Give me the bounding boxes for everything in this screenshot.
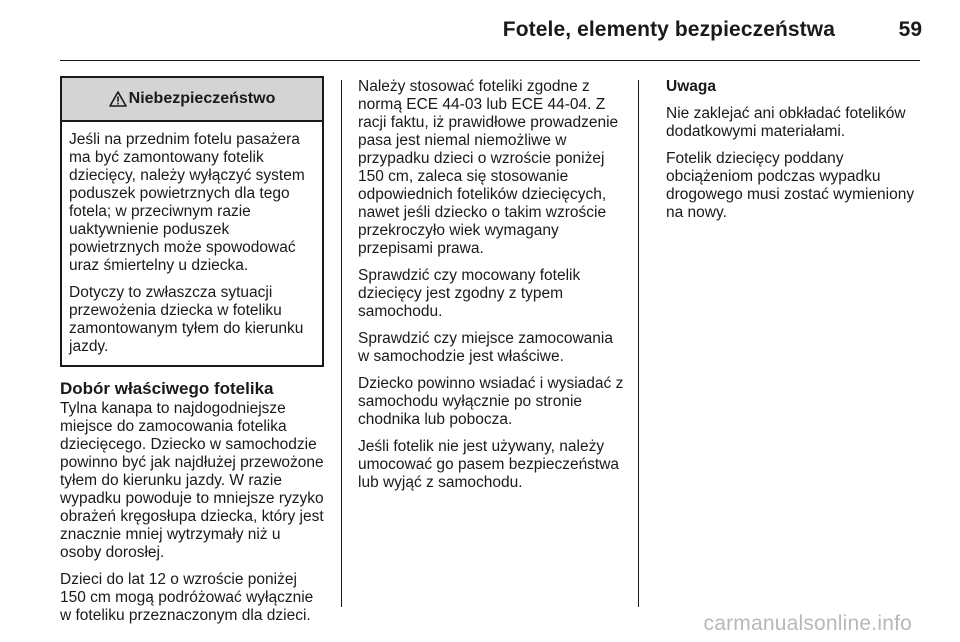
warning-body [62,122,322,356]
warning-triangle-icon [109,91,127,107]
note-paragraph: Fotelik dziecięcy poddany obciążeniom podczas wypadku drogowego musi zostać wymieniony na nowy. [666,150,915,221]
body-paragraph: Sprawdzić czy miejsce zamocowania w samochodzie jest właściwe. [358,330,613,365]
column-left [60,76,324,634]
column-right [666,78,931,231]
header-rule [60,60,920,61]
column-divider [638,80,639,607]
note-label: Uwaga [666,78,716,95]
note-paragraph: Nie zaklejać ani obkładać fotelików dodatkowymi materiałami. [666,105,906,140]
body-paragraph: Tylna kanapa to najdogodniejsze miejsce do zamocowania fotelika dziecięcego. Dziecko w samochodzie powinno być jak najdłużej przewożone tyłem do kierunku jazdy. W razie wypadku powoduje to mniejsze ryzyko obrażeń kręgosłupa dziecka, który jest znacznie mniej wytrzymały niż u osoby dorosłej. [60,400,324,561]
column-divider [341,80,342,607]
warning-paragraph: Dotyczy to zwłaszcza sytuacji przewożenia dziecka w foteliku zamontowanym tyłem do kierunku jazdy. [69,284,304,355]
body-paragraph: Dzieci do lat 12 o wzroście poniżej 150 cm mogą podróżować wyłącznie w foteliku przeznaczonym dla dzieci. [60,571,314,624]
page-number: 59 [898,18,922,41]
column-middle [358,78,628,501]
body-paragraph: Dziecko powinno wsiadać i wysiadać z samochodu wyłącznie po stronie chodnika lub pobocza. [358,375,624,428]
section-title: Dobór właściwego fotelika [60,379,274,398]
body-paragraph: Sprawdzić czy mocowany fotelik dziecięcy jest zgodny z typem samochodu. [358,267,581,320]
warning-paragraph: Jeśli na przednim fotelu pasażera ma być zamontowany fotelik dziecięcy, należy wyłączyć system poduszek powietrznych dla tego fotela; w przeciwnym razie uaktywnienie poduszek powietrznych może spowodować uraz śmiertelny u dziecka. [69,131,305,274]
body-paragraph: Jeśli fotelik nie jest używany, należy umocować go pasem bezpieczeństwa lub wyjąć z samochodu. [358,438,620,491]
warning-title: Niebezpieczeństwo [128,90,276,107]
warning-box [60,76,324,367]
page-title: Fotele, elementy bezpieczeństwa [502,18,835,41]
body-paragraph: Należy stosować foteliki zgodne z normą ECE 44-03 lub ECE 44-04. Z racji faktu, iż prawidłowe prowadzenie pasa jest niemal niemożliwe w przypadku dzieci o wzroście poniżej 150 cm, zaleca się stosowanie odpowiednich fotelików dziecięcych, nawet jeśli dziecko o takim wzroście przekroczyło wiek wymagany przepisami prawa. [358,78,619,257]
warning-header [62,78,322,122]
watermark: carmanualsonline.info [703,612,912,635]
